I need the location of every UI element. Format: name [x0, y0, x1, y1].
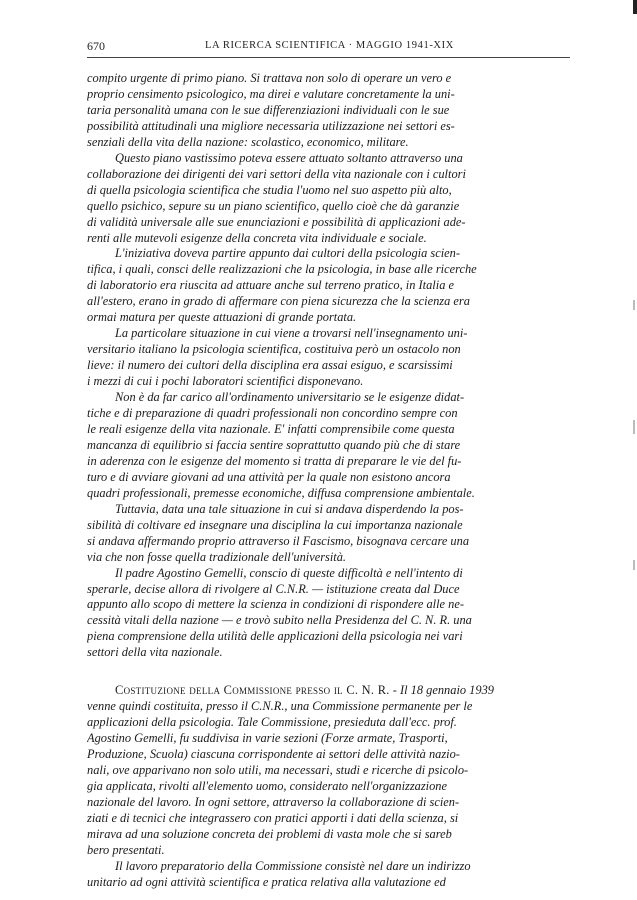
text-line: lieve: il numero dei cultori della disciplina era assai esiguo, e scarsissimi [87, 358, 453, 373]
section-first-line: Costituzione della Commissione presso il C. N. R. - Il 18 gennaio 1939 [115, 683, 494, 698]
text-line: compito urgente di primo piano. Si trattava non solo di operare un vero e [87, 71, 452, 85]
text-line: venne quindi costituita, presso il C.N.R., una Commissione permanente per le [87, 699, 473, 714]
text-line: quello psichico, sepure su un piano scientifico, quello cioè che dà garanzie [87, 198, 460, 213]
text-line: di quella psicologia scientifica che studia l'uomo nel suo aspetto più alto, [87, 182, 452, 197]
text-line: Il lavoro preparatorio della Commissione consistè nel dare un indirizzo [115, 858, 471, 873]
text-line: appunto allo scopo di mettere la scienza in condizioni di rispondere alle ne- [87, 597, 464, 612]
paragraph [87, 566, 572, 662]
article-body [87, 71, 572, 891]
text-line: mancanza di equilibrio si faccia sentire soprattutto quando più che di stare [87, 437, 461, 452]
section-spacer [87, 661, 572, 683]
text-line: gia applicata, rivolti all'elemento uomo, considerato nell'organizzazione [87, 778, 448, 793]
text-line: di laboratorio era riuscita ad attuare anche sul terreno pratico, in Italia e [87, 278, 454, 293]
text-line: settori della vita nazionale. [87, 645, 223, 660]
text-line: unitario ad ogni attività scientifica e pratica relativa alla valutazione ed [87, 874, 446, 889]
text-line: cessità vitali della nazione — e trovò subito nella Presidenza del C. N. R. una [87, 613, 472, 628]
section-date: Il 18 gennaio 1939 [400, 683, 494, 698]
text-line: nazionale del lavoro. In ogni settore, attraverso la collaborazione di scien- [87, 794, 460, 809]
text-line: mirava ad una soluzione concreta dei problemi di vasta mole che si sareb [87, 826, 452, 841]
text-line: renti alle mutevoli esigenze della concreta vita individuale e sociale. [87, 230, 427, 245]
text-line: Questo piano vastissimo poteva essere attuato soltanto attraverso una [115, 150, 463, 165]
text-line: turo e di avviare giovani ad una attività per la quale non esistono ancora [87, 469, 451, 484]
text-line: piena comprensione della utilità delle applicazioni della psicologia nei vari [87, 629, 463, 644]
text-line: in aderenza con le esigenze del momento si tratta di preparare le vie del fu- [87, 453, 462, 468]
running-title: LA RICERCA SCIENTIFICA · MAGGIO 1941-XIX [205, 40, 454, 51]
paragraph [87, 151, 572, 247]
text-line: tiche e di preparazione di quadri professionali non concordino sempre con [87, 406, 458, 421]
text-line: ormai matura per queste attuazioni di grande portata. [87, 310, 357, 325]
text-line: L'iniziativa doveva partire appunto dai cultori della psicologia scien- [115, 246, 460, 261]
text-line: taria personalità umana con le sue differenziazioni individuali con le sue [87, 102, 450, 117]
paragraph [87, 326, 572, 390]
section-paragraph [87, 683, 572, 858]
text-line: ziati e di tecnici che integrassero con pratici apporti i dati della scienza, si [87, 810, 459, 825]
text-line: Produzione, Scuola) ciascuna corrispondente ai settori delle attività nazio- [87, 747, 460, 762]
text-line: sperarle, decise allora di rivolgere al C.N.R. — istituzione creata dal Duce [87, 581, 460, 596]
text-line: versitario italiano la psicologia scientifica, costituiva però un ostacolo non [87, 342, 461, 357]
text-line: collaborazione dei dirigenti dei vari settori della vita nazionale con i cultori [87, 166, 466, 181]
text-line: applicazioni della psicologia. Tale Commissione, presieduta dall'ecc. prof. [87, 715, 457, 730]
page-edge-tick [633, 300, 635, 310]
text-line: all'estero, erano in grado di affermare con piena sicurezza che la scienza era [87, 294, 470, 309]
text-line: proprio censimento psicologico, ma direi e valutare concretamente la uni- [87, 86, 455, 101]
text-line: tifica, i quali, consci delle realizzazioni che la psicologia, in base alle ricerche [87, 262, 477, 277]
paragraph [87, 502, 572, 566]
text-line: le reali esigenze della vita nazionale. E' infatti comprensibile come questa [87, 421, 455, 436]
text-line: di validità universale alle sue enunciazioni e possibilità di applicazioni ade- [87, 214, 466, 229]
page-edge-mark [633, 0, 637, 14]
text-line: Il padre Agostino Gemelli, conscio di queste difficoltà e nell'intento di [115, 565, 463, 580]
page-edge-tick [633, 420, 635, 434]
text-line: si andava affermando proprio attraverso il Fascismo, bisognava cercare una [87, 533, 470, 548]
page-edge-tick [633, 560, 635, 570]
text-line: senziali della vita della nazione: scolastico, economico, militare. [87, 134, 409, 149]
paragraph [87, 246, 572, 326]
paragraph [87, 859, 572, 891]
paragraph [87, 71, 572, 151]
section-heading: Costituzione della Commissione presso il C. N. R. [115, 683, 390, 698]
text-line: possibilità attitudinali una migliore necessaria utilizzazione nei settori es- [87, 118, 455, 133]
text-line: sibilità di coltivare ed insegnare una disciplina la cui importanza nazionale [87, 517, 463, 532]
text-line: quadri professionali, premesse economiche, diffusa comprensione ambientale. [87, 485, 475, 500]
text-line: via che non fosse quella tradizionale dell'università. [87, 549, 347, 564]
text-line: i mezzi di cui i pochi laboratori scientifici disponevano. [87, 374, 364, 389]
page-number: 670 [87, 39, 105, 53]
text-line: La particolare situazione in cui viene a trovarsi nell'insegnamento uni- [115, 326, 468, 341]
text-line: Agostino Gemelli, fu suddivisa in varie sezioni (Forze armate, Trasporti, [87, 731, 448, 746]
text-line: bero presentati. [87, 842, 165, 857]
running-header [87, 37, 570, 58]
paragraph [87, 390, 572, 502]
text-line: Tuttavia, data una tale situazione in cui si andava disperdendo la pos- [115, 501, 464, 516]
text-line: nali, ove apparivano non solo utili, ma necessari, studi e ricerche di psicolo- [87, 763, 469, 778]
text-line: Non è da far carico all'ordinamento universitario se le esigenze didat- [115, 390, 465, 405]
